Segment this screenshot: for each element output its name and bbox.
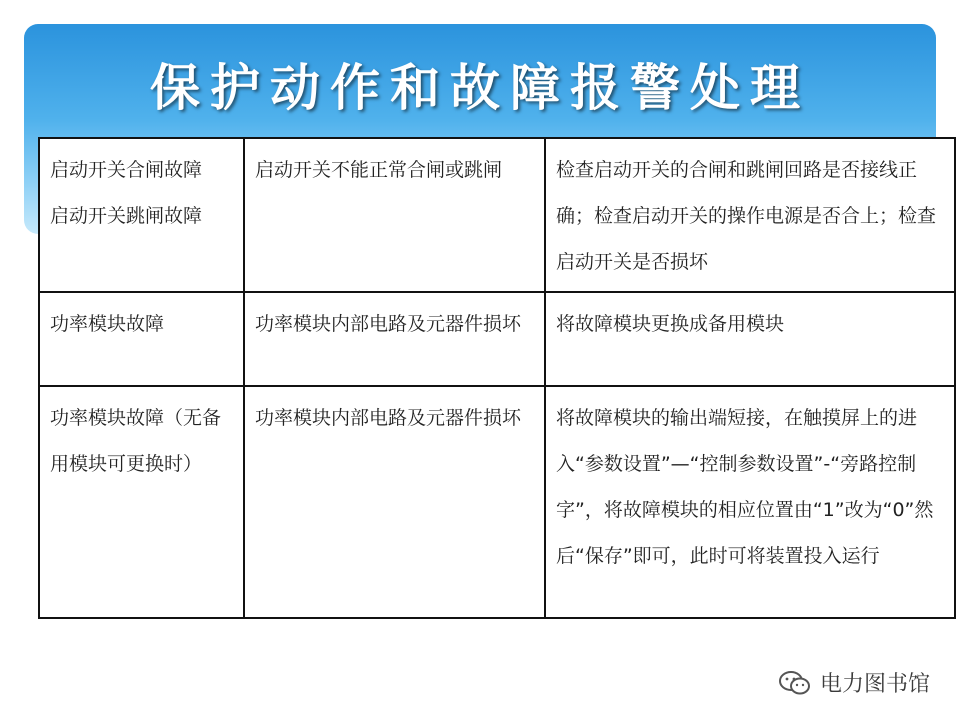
fault-cell xyxy=(39,386,244,618)
table-row xyxy=(39,386,955,618)
action-cell: 检查启动开关的合闸和跳闸回路是否接线正确；检查启动开关的操作电源是否合上；检查启动开关是否损坏 xyxy=(545,138,955,292)
slide-title: 保护动作和故障报警处理 xyxy=(150,58,810,117)
action-cell: 将故障模块的输出端短接，在触摸屏上的进入“参数设置”—“控制参数设置”-“旁路控制字”，将故障模块的相应位置由“1”改为“0”然后“保存”即可，此时可将装置投入运行 xyxy=(545,386,955,618)
fault-text: 启动开关合闸故障 xyxy=(50,159,203,181)
watermark xyxy=(778,667,930,698)
fault-text: 功率模块故障 xyxy=(50,313,165,335)
table-row xyxy=(39,292,955,386)
cause-cell: 功率模块内部电路及元器件损坏 xyxy=(244,386,545,618)
watermark-text: 电力图书馆 xyxy=(819,672,930,697)
action-cell: 将故障模块更换成备用模块 xyxy=(545,292,955,386)
table-row xyxy=(39,138,955,292)
fault-text: 功率模块故障（无备用模块可更换时） xyxy=(50,407,222,475)
fault-cell xyxy=(39,292,244,386)
fault-handling-table xyxy=(38,137,956,619)
fault-cell xyxy=(39,138,244,292)
wechat-icon xyxy=(778,669,812,697)
cause-cell: 功率模块内部电路及元器件损坏 xyxy=(244,292,545,386)
cause-cell: 启动开关不能正常合闸或跳闸 xyxy=(244,138,545,292)
fault-text: 启动开关跳闸故障 xyxy=(50,205,203,227)
